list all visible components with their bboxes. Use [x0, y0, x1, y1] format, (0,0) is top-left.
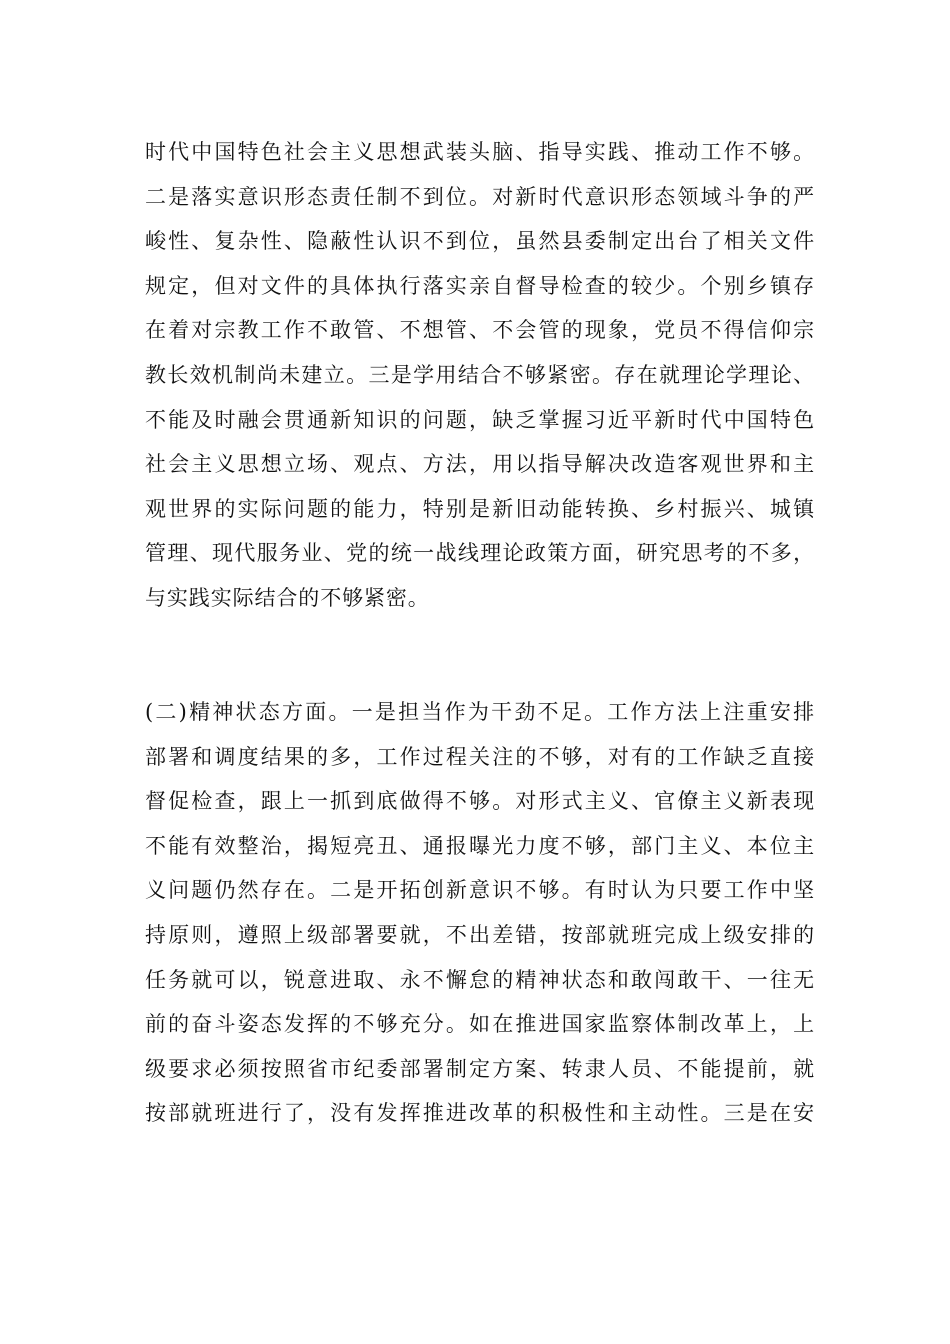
- text-line: 持原则，遵照上级部署要就，不出差错，按部就班完成上级安排的: [145, 922, 815, 947]
- text-line: 不能有效整治，揭短亮丑、通报曝光力度不够，部门主义、本位主: [145, 833, 815, 858]
- text-line: 督促检查，跟上一抓到底做得不够。对形式主义、官僚主义新表现: [145, 789, 815, 814]
- text-line: 规定，但对文件的具体执行落实亲自督导检查的较少。个别乡镇存: [145, 273, 815, 298]
- text-line: 二是落实意识形态责任制不到位。对新时代意识形态领域斗争的严: [145, 184, 815, 209]
- text-line: 管理、现代服务业、党的统一战线理论政策方面，研究思考的不多，: [145, 541, 815, 566]
- text-line: 社会主义思想立场、观点、方法，用以指导解决改造客观世界和主: [145, 452, 815, 477]
- text-line: 级要求必须按照省市纪委部署制定方案、转隶人员、不能提前，就: [145, 1056, 815, 1081]
- text-line: 时代中国特色社会主义思想武装头脑、指导实践、推动工作不够。: [145, 140, 815, 164]
- text-line: 任务就可以，锐意进取、永不懈怠的精神状态和敢闯敢干、一往无: [145, 967, 815, 992]
- text-line: 部署和调度结果的多，工作过程关注的不够，对有的工作缺乏直接: [145, 744, 815, 769]
- text-line-last: 与实践实际结合的不够紧密。: [145, 585, 430, 610]
- text-line: 峻性、复杂性、隐蔽性认识不到位，虽然县委制定出台了相关文件: [145, 229, 815, 254]
- text-line: 教长效机制尚未建立。三是学用结合不够紧密。存在就理论学理论、: [145, 362, 815, 387]
- text-line: 按部就班进行了，没有发挥推进改革的积极性和主动性。三是在安: [145, 1101, 815, 1126]
- text-line: 观世界的实际问题的能力，特别是新旧动能转换、乡村振兴、城镇: [145, 496, 815, 521]
- text-line: 不能及时融会贯通新知识的问题，缺乏掌握习近平新时代中国特色: [145, 407, 815, 432]
- paragraph-mental-state: [145, 690, 815, 1136]
- text-line: 在着对宗教工作不敢管、不想管、不会管的现象，党员不得信仰宗: [145, 318, 815, 343]
- section-heading-line: (二)精神状态方面。一是担当作为干劲不足。工作方法上注重安排: [145, 700, 815, 724]
- text-line: 前的奋斗姿态发挥的不够充分。如在推进国家监察体制改革上，上: [145, 1012, 815, 1037]
- text-line: 义问题仍然存在。二是开拓创新意识不够。有时认为只要工作中坚: [145, 878, 815, 903]
- paragraph-theory-study: [145, 130, 815, 621]
